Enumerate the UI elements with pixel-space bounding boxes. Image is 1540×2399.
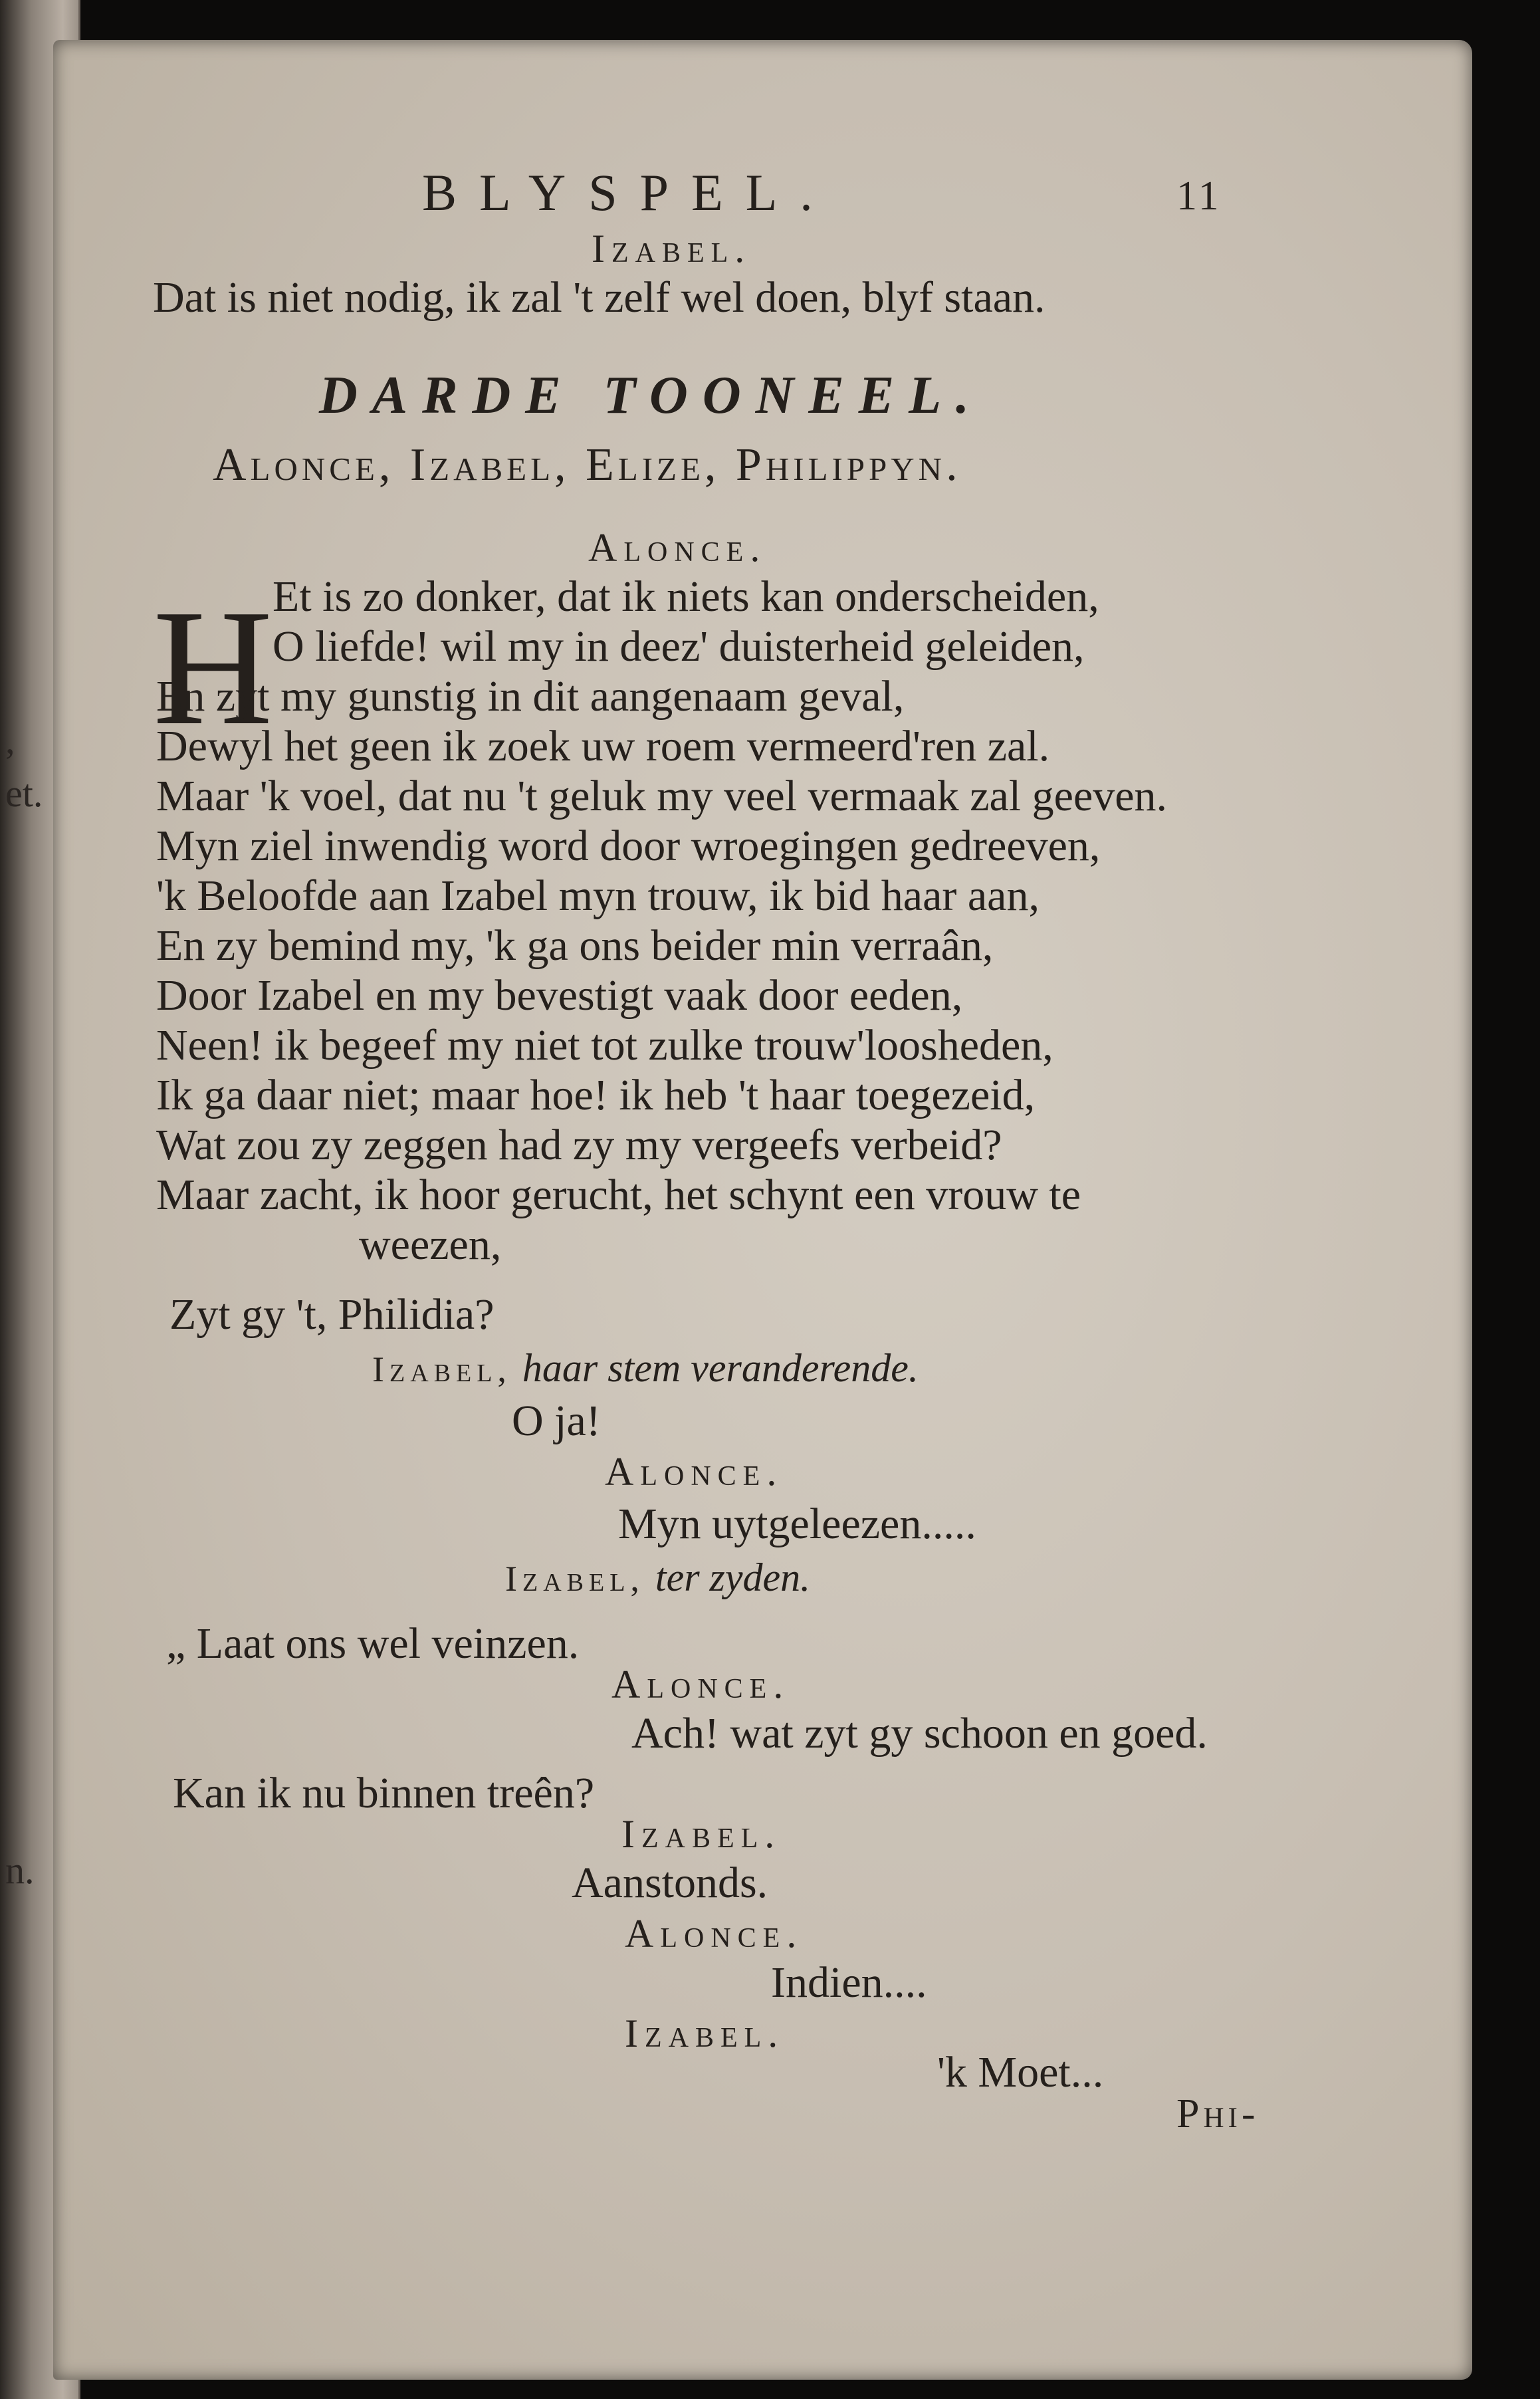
speaker-izabel: Izabel,	[372, 1349, 512, 1389]
stage-direction: haar stem veranderende.	[522, 1346, 919, 1390]
verse-line: Et is zo donker, dat ik niets kan onderscheiden,	[273, 572, 1099, 621]
verse-line: Wat zou zy zeggen had zy my vergeefs verbeid?	[156, 1121, 1002, 1169]
stage-direction: ter zyden.	[655, 1555, 811, 1599]
verse-line: Neen! ik begeef my niet tot zulke trouw'loosheden,	[156, 1021, 1053, 1070]
verse-line: O ja!	[512, 1397, 601, 1445]
verse-line: Myn uytgeleezen.....	[618, 1500, 976, 1548]
verse-line: 'k Beloofde aan Izabel myn trouw, ik bid haar aan,	[156, 871, 1040, 920]
speaker-alonce: Alonce.	[625, 1912, 804, 1956]
speaker-izabel: Izabel.	[621, 1812, 782, 1856]
verse-line: En zy bemind my, 'k ga ons beider min verraân,	[156, 921, 994, 970]
verse-line: Dewyl het geen ik zoek uw roem vermeerd'ren zal.	[156, 722, 1050, 770]
verse-line: Ach! wat zyt gy schoon en goed.	[631, 1709, 1208, 1758]
speaker-alonce: Alonce.	[605, 1450, 784, 1494]
stage-heading	[372, 1343, 919, 1392]
drop-cap: H	[153, 576, 273, 760]
verse-line: Maar zacht, ik hoor gerucht, het schynt een vrouw te	[156, 1171, 1081, 1219]
quote-mark: „	[166, 1619, 186, 1668]
page-number: 11	[1176, 173, 1222, 219]
running-title: BLYSPEL.	[422, 164, 835, 221]
verse-line: O liefde! wil my in deez' duisterheid geleiden,	[273, 622, 1085, 671]
verse-line: 'k Moet...	[937, 2048, 1104, 2097]
verse-line: Door Izabel en my bevestigt vaak door eeden,	[156, 971, 963, 1020]
verse-line: Indien....	[771, 1958, 927, 2007]
stage-heading	[505, 1552, 810, 1601]
speaker-izabel: Izabel.	[625, 2011, 785, 2055]
speaker-alonce: Alonce.	[611, 1662, 790, 1706]
verse-line: Maar 'k voel, dat nu 't geluk my veel vermaak zal geeven.	[156, 772, 1168, 820]
book-page	[53, 40, 1472, 2380]
verse-line: Zyt gy 't, Philidia?	[169, 1290, 495, 1339]
left-page-fragment: et.	[5, 772, 43, 815]
left-page-fragment: ,	[5, 719, 15, 762]
verse-line	[166, 1619, 579, 1669]
verse-line: weezen,	[359, 1220, 502, 1269]
verse-line: Myn ziel inwendig word door wroegingen gedreeven,	[156, 822, 1101, 870]
verse-line: Kan ik nu binnen treên?	[173, 1769, 595, 1817]
left-page-fragment: n.	[5, 1849, 35, 1892]
verse-line: En zyt my gunstig in dit aangenaam geval,	[156, 672, 905, 721]
verse-line: Dat is niet nodig, ik zal 't zelf wel doen, blyf staan.	[153, 273, 1045, 322]
speaker-izabel: Izabel.	[592, 227, 752, 271]
verse-text: Laat ons wel veinzen.	[196, 1619, 580, 1668]
scene-cast: Alonce, Izabel, Elize, Philippyn.	[213, 439, 962, 491]
catchword: Phi-	[1176, 2091, 1260, 2136]
verse-line: Ik ga daar niet; maar hoe! ik heb 't haar toegezeid,	[156, 1071, 1036, 1119]
scene-title: DARDE TOONEEL.	[319, 366, 984, 425]
speaker-alonce: Alonce.	[588, 526, 767, 570]
verse-line: Aanstonds.	[572, 1859, 768, 1907]
speaker-izabel: Izabel,	[505, 1559, 645, 1599]
